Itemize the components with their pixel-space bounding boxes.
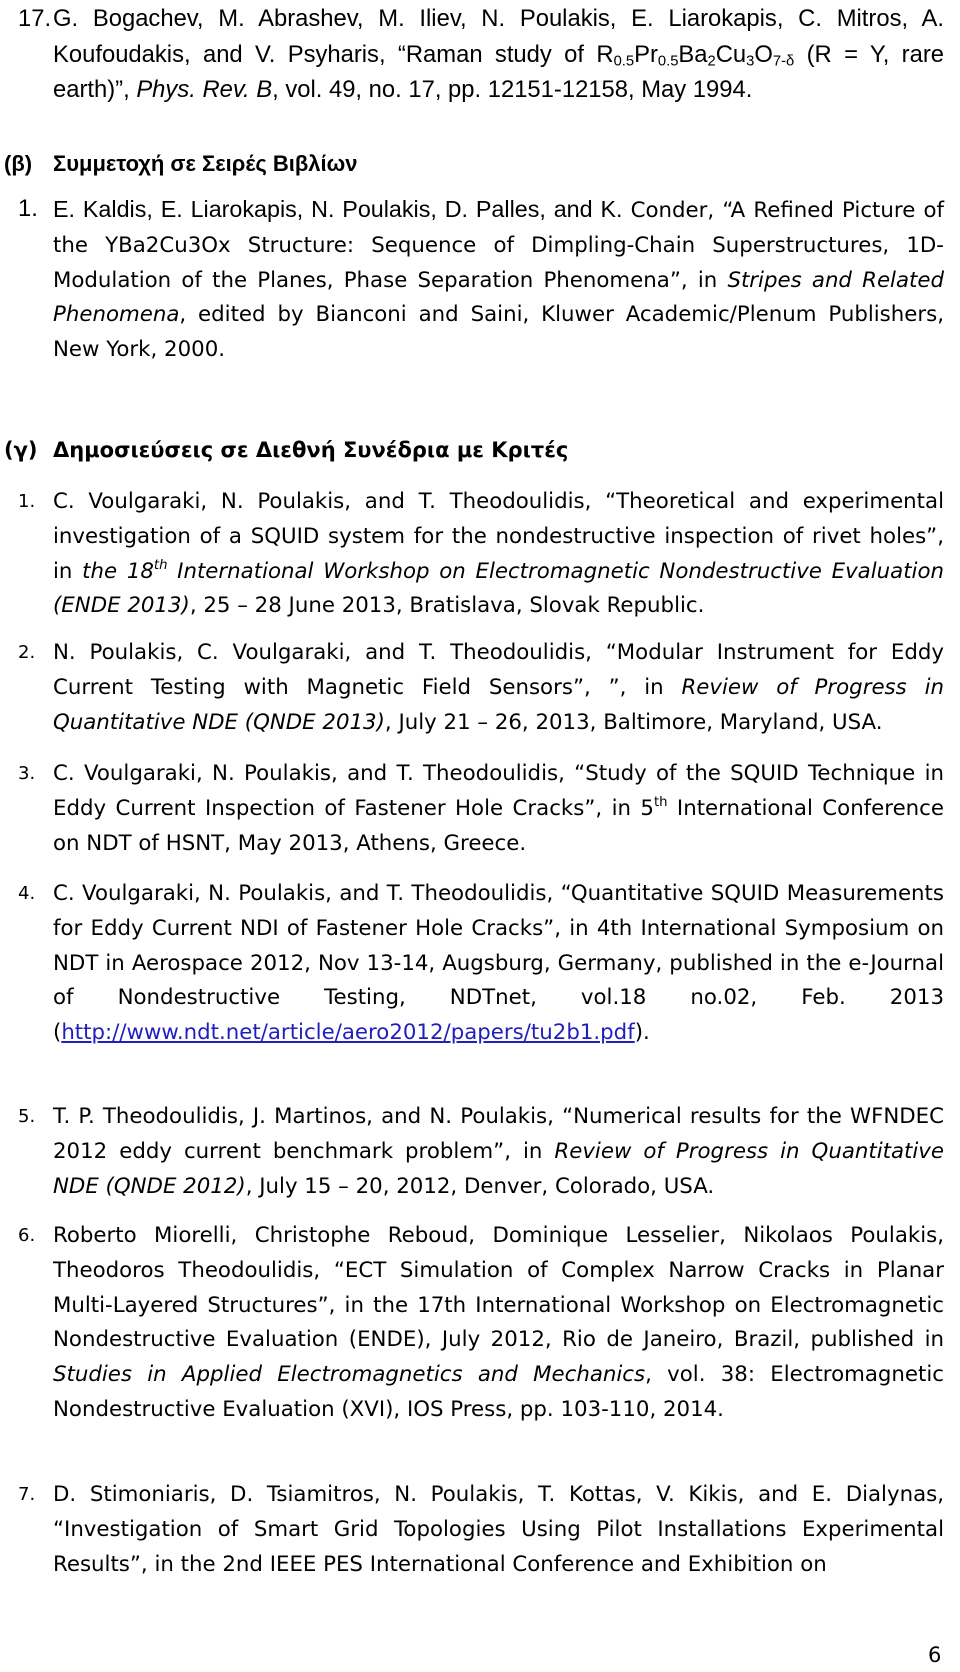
- section-label: (γ): [4, 438, 38, 462]
- conference-paper-2: [18, 636, 944, 740]
- reference-number: 6.: [18, 1225, 36, 1246]
- reference-number: 3.: [18, 763, 36, 784]
- reference-number: 1.: [18, 491, 36, 512]
- reference-text: T. P. Theodoulidis, J. Martinos, and N. Poulakis, “Numerical results for the WFNDEC 2012 eddy current benchmark problem”, in Review of Progress in Quantitative NDE (QNDE 2012), July 15 – 20, 2012, Denver, Colorado, USA.: [53, 1104, 945, 1199]
- reference-number: 5.: [18, 1106, 36, 1127]
- reference-text: D. Stimoniaris, D. Tsiamitros, N. Poulakis, T. Kottas, V. Kikis, and E. Dialynas, “Investigation of Smart Grid Topologies Using Pilot Installations Experimental Results”, in the 2nd IEEE PES International Conference and Exhibition on: [53, 1482, 944, 1577]
- reference-text: C. Voulgaraki, N. Poulakis, and T. Theodoulidis, “Study of the SQUID Technique in Eddy Current Inspection of Fastener Hole Cracks”, in 5th International Conference on NDT of HSNT, May 2013, Athens, Greece.: [53, 761, 944, 856]
- reference-text: E. Kaldis, E. Liarokapis, N. Poulakis, D. Palles, and K. Conder, “A Refined Picture of the YBa2Cu3Ox Structure: Sequence of Dimpling-Chain Superstructures, 1D-Modulation of the Planes, Phase Separation Phenomena”, in Stripes and Related Phenomena, edited by Bianconi and Saini, Kluwer Academic/Plenum Publishers, New York, 2000.: [53, 196, 944, 363]
- reference-number: 2.: [18, 642, 36, 663]
- page-number: 6: [928, 1643, 942, 1667]
- reference-text: C. Voulgaraki, N. Poulakis, and T. Theodoulidis, “Theoretical and experimental investigation of a SQUID system for the nondestructive inspection of rivet holes”, in the 18th International Workshop on Electromagnetic Nondestructive Evaluation (ENDE 2013), 25 – 28 June 2013, Bratislava, Slovak Republic.: [53, 489, 944, 619]
- section-label: (β): [4, 151, 33, 176]
- reference-text: C. Voulgaraki, N. Poulakis, and T. Theodoulidis, “Quantitative SQUID Measurements for Eddy Current NDI of Fastener Hole Cracks”, in 4th International Symposium on NDT in Aerospace 2012, Nov 13-14, Augsburg, Germany, published in the e-Journal of Nondestructive Testing, NDTnet, vol.18 no.02, Feb. 2013 (http://www.ndt.net/article/aero2012/papers/tu2b1.pdf).: [53, 881, 944, 1046]
- reference-number: 1.: [18, 195, 38, 222]
- reference-text: Roberto Miorelli, Christophe Reboud, Dominique Lesselier, Nikolaos Poulakis, Theodoros Theodoulidis, “ECT Simulation of Complex Narrow Cracks in Planar Multi-Layered Structures”, in the 17th International Workshop on Electromagnetic Nondestructive Evaluation (ENDE), July 2012, Rio de Janeiro, Brazil, published in Studies in Applied Electromagnetics and Mechanics, vol. 38: Electromagnetic Nondestructive Evaluation (XVI), IOS Press, pp. 103-110, 2014.: [53, 1223, 944, 1422]
- reference-text: G. Bogachev, M. Abrashev, M. Iliev, N. Poulakis, E. Liarokapis, C. Mitros, A. Koufoudakis, and V. Psyharis, “Raman study of $R_{0.5}Pr_{0.5}Ba_2Cu_3O_{7-\delta}$ (R = Y, rare earth)”, Phys. Rev. B, vol. 49, no. 17, pp. 12151-12158, May 1994.: [53, 5, 944, 103]
- reference-number: 7.: [18, 1484, 36, 1505]
- conference-paper-5: [18, 1100, 944, 1204]
- reference-number: 17.: [18, 5, 52, 32]
- reference-text: N. Poulakis, C. Voulgaraki, and T. Theodoulidis, “Modular Instrument for Eddy Current Testing with Magnetic Field Sensors”, ”, in Review of Progress in Quantitative NDE (QNDE 2013), July 21 – 26, 2013, Baltimore, Maryland, USA.: [53, 640, 944, 735]
- reference-17: [18, 1, 944, 108]
- conference-paper-3: [18, 757, 944, 861]
- section-title: Συμμετοχή σε Σειρές Βιβλίων: [53, 151, 358, 176]
- conference-paper-1: [18, 485, 944, 624]
- book-chapter-1: [18, 192, 944, 368]
- conference-paper-4: [18, 877, 944, 1051]
- conference-paper-7: [18, 1478, 944, 1582]
- conference-paper-6: [18, 1219, 944, 1428]
- section-title: Δημοσιεύσεις σε Διεθνή Συνέδρια με Κριτές: [53, 438, 569, 462]
- reference-number: 4.: [18, 883, 36, 904]
- article-link[interactable]: http://www.ndt.net/article/aero2012/papers/tu2b1.pdf: [61, 1020, 635, 1046]
